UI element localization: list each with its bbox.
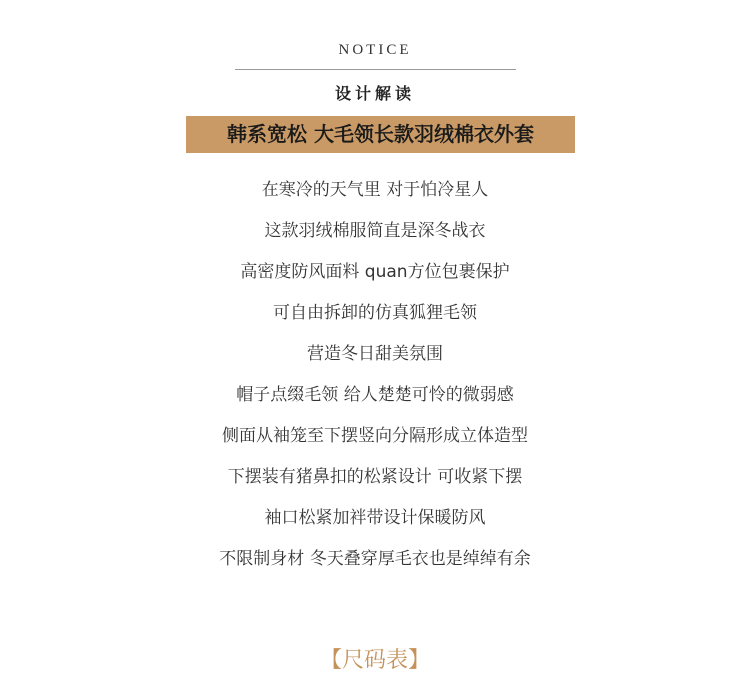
- description-list: [0, 175, 750, 585]
- description-line: 下摆装有猪鼻扣的松紧设计 可收紧下摆: [227, 467, 523, 487]
- description-line: 侧面从袖笼至下摆竖向分隔形成立体造型: [222, 426, 528, 446]
- description-line: 这款羽绒棉服简直是深冬战衣: [264, 221, 486, 241]
- description-line: 袖口松紧加袢带设计保暖防风: [264, 508, 486, 528]
- description-line: 不限制身材 冬天叠穿厚毛衣也是绰绰有余: [219, 549, 531, 569]
- description-line: 高密度防风面料 quan方位包裹保护: [240, 262, 510, 282]
- product-title-banner: [186, 116, 575, 153]
- design-notes-heading: 设计解读: [334, 84, 415, 103]
- description-line: 帽子点缀毛领 给人楚楚可怜的微弱感: [236, 385, 514, 405]
- notice-divider: [235, 69, 516, 70]
- product-title: 韩系宽松 大毛领长款羽绒棉衣外套: [227, 122, 534, 146]
- description-line: 可自由拆卸的仿真狐狸毛领: [273, 303, 477, 323]
- description-line: 在寒冷的天气里 对于怕冷星人: [261, 180, 489, 200]
- size-chart-title: 【尺码表】: [319, 648, 430, 673]
- notice-heading: NOTICE: [338, 42, 412, 58]
- description-line: 营造冬日甜美氛围: [307, 344, 443, 364]
